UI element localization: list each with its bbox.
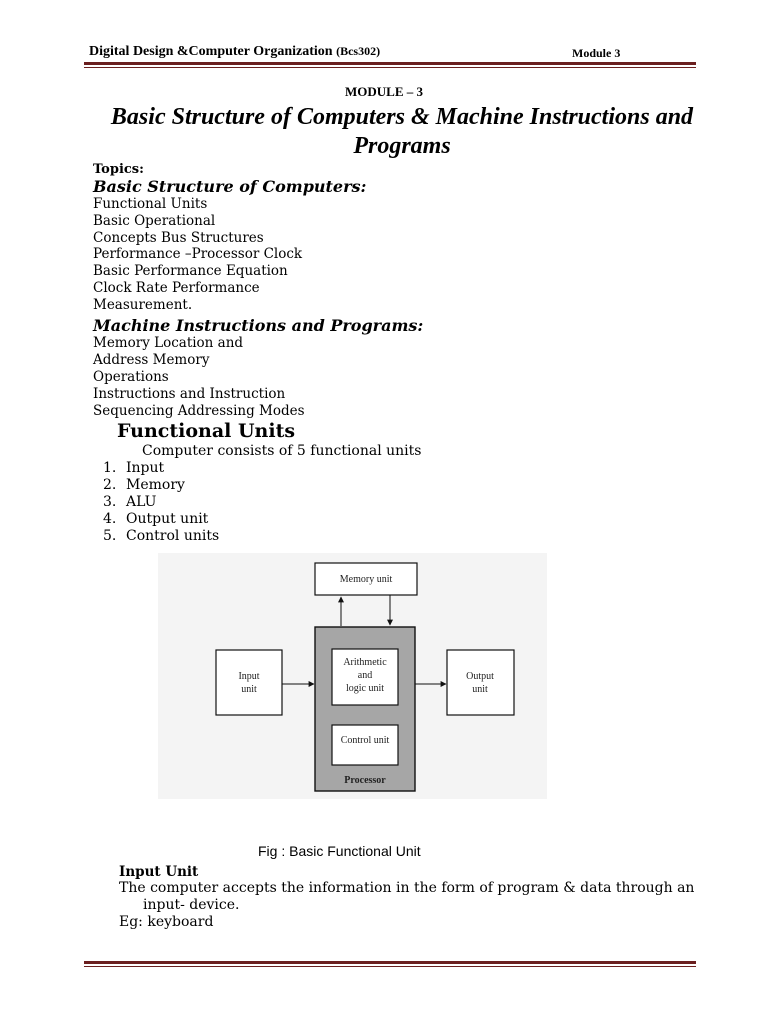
topic-item: Basic Operational (93, 213, 216, 229)
alu-label-line3: logic unit (345, 683, 385, 694)
output-unit-label-line2: unit (472, 684, 488, 695)
header-rule (84, 62, 696, 65)
list-text: Control units (126, 528, 220, 544)
list-item (100, 494, 219, 511)
topic-item: Instructions and Instruction (93, 386, 286, 402)
list-number: 2. (103, 477, 117, 493)
input-unit-box (216, 650, 282, 715)
list-item (100, 528, 219, 545)
section-heading-basic-structure: Basic Structure of Computers: (93, 177, 367, 196)
input-unit-label-line1: Input (238, 671, 260, 682)
input-unit-example: Eg: keyboard (119, 914, 214, 930)
section-heading-machine-instructions: Machine Instructions and Programs: (93, 316, 424, 335)
footer-rule (84, 961, 696, 964)
functional-units-intro: Computer consists of 5 functional units (142, 443, 422, 459)
functional-units-list (100, 460, 219, 545)
list-text: ALU (126, 494, 157, 510)
topics-label: Topics: (93, 162, 144, 177)
topic-item: Measurement. (93, 297, 193, 313)
list-item (100, 477, 219, 494)
topic-item: Clock Rate Performance (93, 280, 260, 296)
topic-item: Concepts Bus Structures (93, 230, 264, 246)
output-unit-label-line1: Output (466, 671, 494, 682)
list-text: Input (126, 460, 165, 476)
input-unit-text-line1: The computer accepts the information in the form of program & data through an (119, 880, 695, 896)
list-item (100, 511, 219, 528)
input-unit-label-line2: unit (241, 684, 257, 695)
list-number: 5. (103, 528, 117, 544)
section-heading-input-unit: Input Unit (119, 864, 199, 880)
list-number: 4. (103, 511, 117, 527)
output-unit-box (447, 650, 514, 715)
figure-caption: Fig : Basic Functional Unit (258, 843, 421, 859)
alu-label-line2: and (357, 670, 373, 681)
footer-rule-thin (84, 966, 696, 967)
module-label: MODULE – 3 (345, 84, 423, 99)
input-unit-text-line2: input- device. (143, 897, 240, 913)
topic-item: Functional Units (93, 196, 208, 212)
control-unit-label: Control unit (340, 735, 390, 746)
topic-item: Operations (93, 369, 169, 385)
functional-unit-diagram (158, 553, 547, 799)
list-text: Output unit (126, 511, 209, 527)
topic-item: Performance –Processor Clock (93, 246, 303, 262)
course-title (89, 44, 380, 60)
topic-item: Address Memory (93, 352, 210, 368)
section-heading-functional-units: Functional Units (117, 420, 296, 442)
processor-label: Processor (344, 775, 386, 786)
diagram-svg (158, 553, 547, 799)
alu-label-line1: Arithmetic (343, 657, 387, 668)
list-number: 3. (103, 494, 117, 510)
memory-unit-label: Memory unit (339, 574, 393, 585)
course-code: (Bcs302) (336, 44, 381, 58)
topic-item: Sequencing Addressing Modes (93, 403, 305, 419)
page-title: Basic Structure of Computers & Machine Instructions and Programs (110, 104, 694, 159)
list-number: 1. (103, 460, 117, 476)
course-title-text: Digital Design &Computer Organization (89, 44, 337, 59)
header-rule-thin (84, 67, 696, 68)
topic-item: Basic Performance Equation (93, 263, 288, 279)
topic-item: Memory Location and (93, 335, 244, 351)
module-tag: Module 3 (572, 46, 621, 60)
list-item (100, 460, 219, 477)
list-text: Memory (126, 477, 185, 493)
